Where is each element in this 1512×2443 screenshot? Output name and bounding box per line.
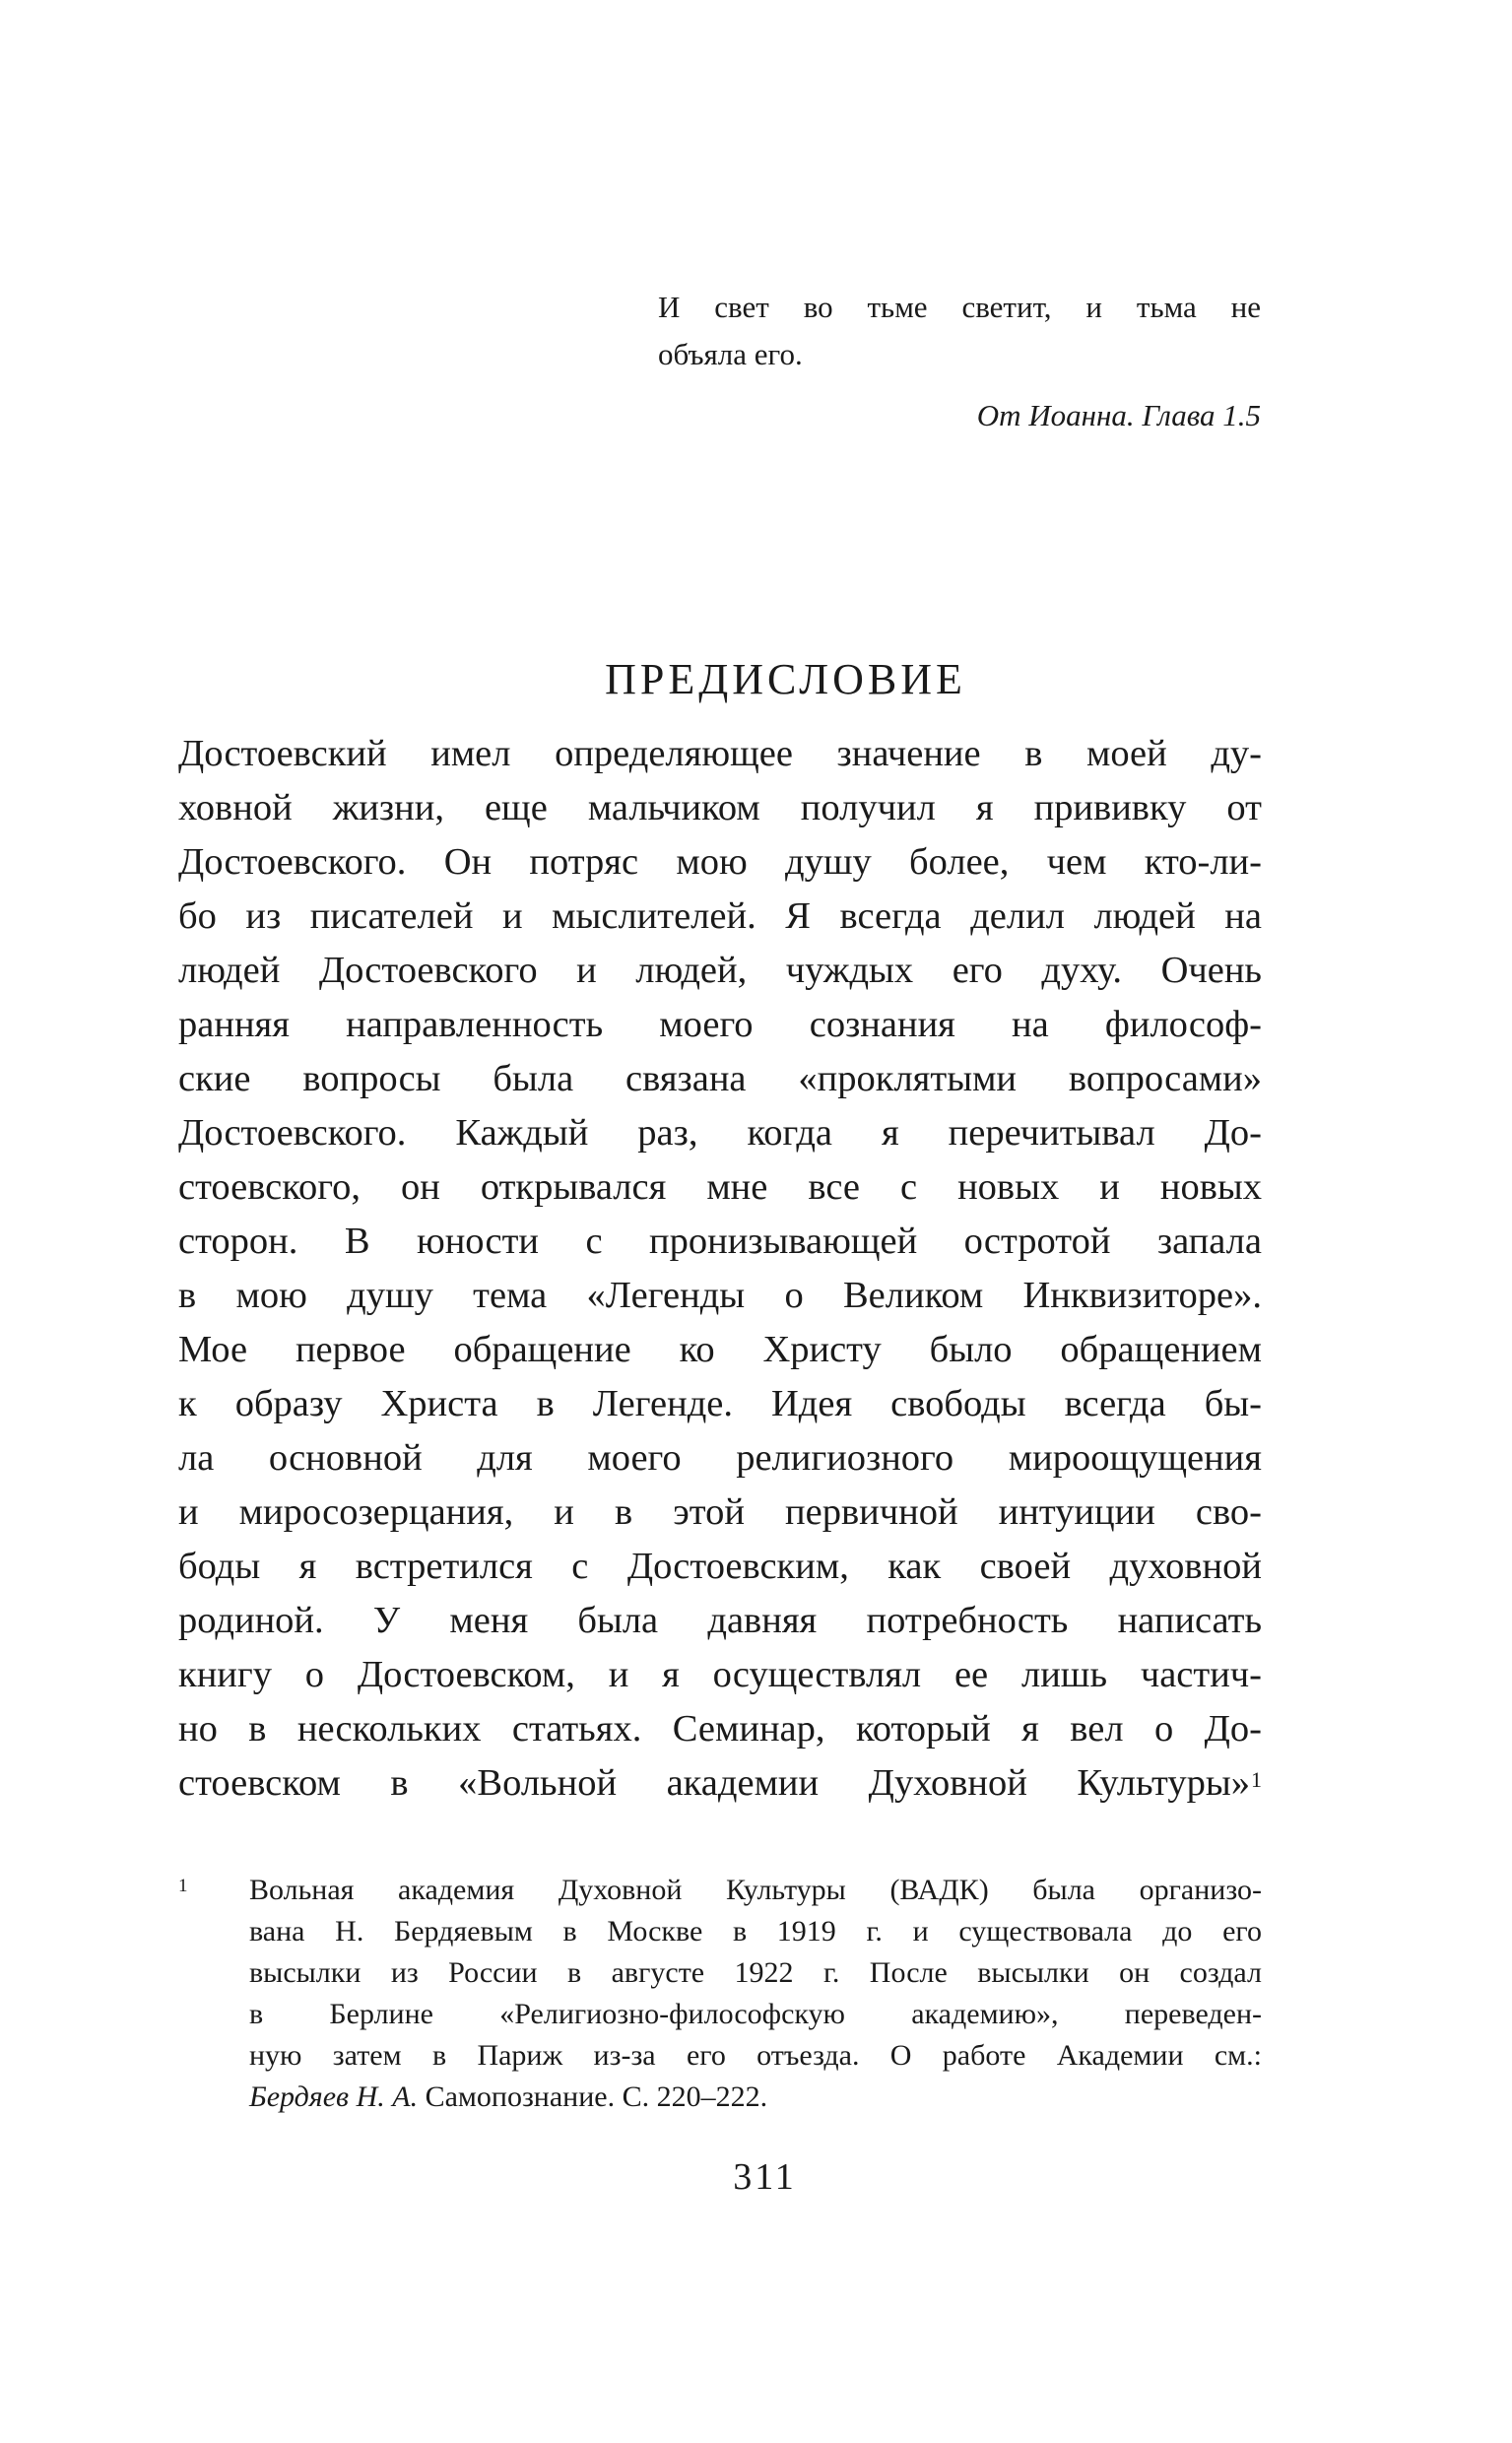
footnote-author: Бердяев Н. А. — [249, 2080, 419, 2113]
body-line: бо из писателей и мыслителей. Я всегда делил людей на — [178, 895, 1262, 937]
body-line: и миросозерцания, и в этой первичной интуиции сво- — [178, 1491, 1262, 1533]
chapter-heading-text: ПРЕДИСЛОВИЕ — [605, 655, 966, 703]
footnote — [178, 1870, 1262, 2118]
body-line: ские вопросы была связана «проклятыми вопросами» — [178, 1058, 1262, 1099]
body-line: Достоевского. Он потряс мою душу более, чем кто-ли- — [178, 841, 1262, 883]
footnote-line: ную затем в Париж из-за его отъезда. О работе Академии см.: — [249, 2039, 1262, 2072]
body-line-last — [178, 1756, 1262, 1811]
epigraph-source: От Иоанна. Глава 1.5 — [976, 398, 1261, 432]
body-line: но в нескольких статьях. Семинар, который я вел о До- — [178, 1708, 1262, 1750]
chapter-heading — [0, 650, 1512, 709]
footnote-line-last — [249, 2077, 1262, 2118]
page-number-text: 311 — [733, 2156, 797, 2198]
body-text — [178, 727, 1262, 1811]
body-line: в мою душу тема «Легенды о Великом Инквизиторе». — [178, 1275, 1262, 1316]
footnote-line: вана Н. Бердяевым в Москве в 1919 г. и существовала до его — [249, 1915, 1262, 1948]
body-line: Достоевского. Каждый раз, когда я перечитывал До- — [178, 1112, 1262, 1154]
epigraph-line: И свет во тьме светит, и тьма не — [658, 290, 1261, 324]
footnote-body — [249, 1870, 1262, 2118]
epigraph-line: объяла его. — [658, 337, 803, 371]
footnote-line: высылки из России в августе 1922 г. После высылки он создал — [249, 1956, 1262, 1989]
body-line: родиной. У меня была давняя потребность написать — [178, 1600, 1262, 1641]
footnote-reference[interactable]: 1 — [1251, 1767, 1262, 1792]
body-line: Мое первое обращение ко Христу было обращением — [178, 1329, 1262, 1370]
body-line: людей Достоевского и людей, чуждых его духу. Очень — [178, 950, 1262, 991]
epigraph — [658, 284, 1261, 439]
footnote-line: в Берлине «Религиозно-философскую академию», переведен- — [249, 1998, 1262, 2030]
body-line: ла основной для моего религиозного мироощущения — [178, 1437, 1262, 1479]
body-line: к образу Христа в Легенде. Идея свободы всегда бы- — [178, 1383, 1262, 1424]
footnote-line: Вольная академия Духовной Культуры (ВАДК) была организо- — [249, 1874, 1262, 1906]
body-line-text: стоевском в «Вольной академии Духовной Культуры» — [178, 1762, 1250, 1804]
body-line: ховной жизни, еще мальчиком получил я прививку от — [178, 787, 1262, 828]
body-line: сторон. В юности с пронизывающей остротой запала — [178, 1221, 1262, 1262]
body-line: Достоевский имел определяющее значение в моей ду- — [178, 733, 1262, 774]
body-line: стоевского, он открывался мне все с новых и новых — [178, 1166, 1262, 1208]
page-number — [0, 2155, 1512, 2199]
body-line: книгу о Достоевском, и я осуществлял ее лишь частич- — [178, 1654, 1262, 1695]
body-line: боды я встретился с Достоевским, как своей духовной — [178, 1546, 1262, 1587]
body-line: ранняя направленность моего сознания на философ- — [178, 1004, 1262, 1045]
footnote-marker: 1 — [178, 1876, 188, 1896]
footnote-reference-text: Самопознание. С. 220–222. — [418, 2080, 768, 2113]
